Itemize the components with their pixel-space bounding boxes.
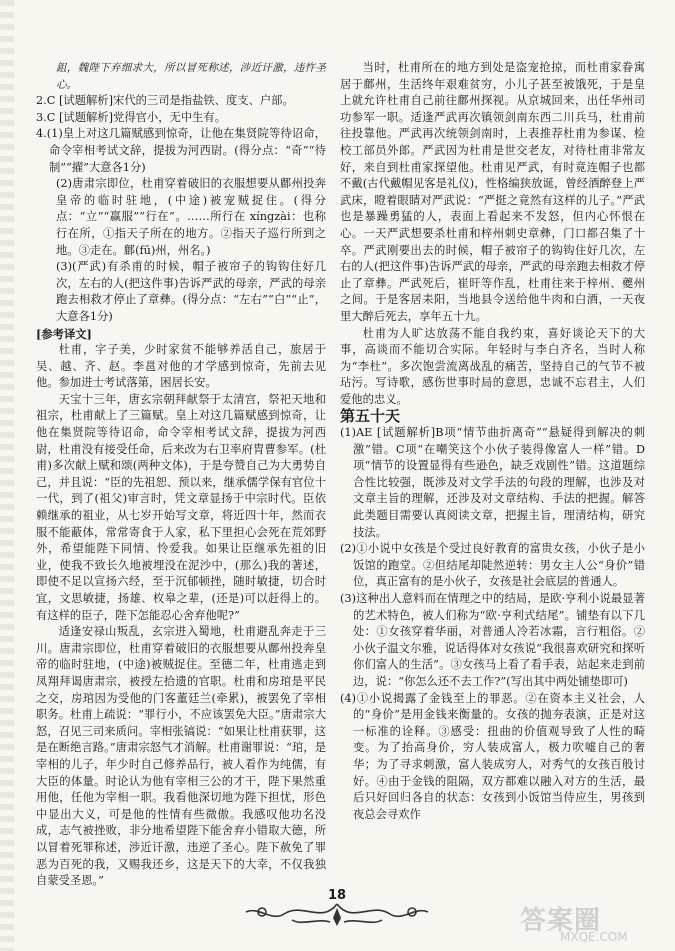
section-heading: 第五十天: [340, 407, 401, 426]
paragraph: 3.C [试题解析]党得官小，无中生有。: [36, 110, 226, 124]
paragraph: (2)①小说中女孩是个受过良好教育的富贵女孩，小伙子是小饭馆的跑堂。②但结尾却陡然逆转：男女主人公“身价”错位，真正富有的是小伙子，女孩是社会底层的普通人。: [340, 542, 645, 589]
watermark-logo: [520, 900, 670, 948]
paragraph: 天宝十三年，唐玄宗朝拜献祭于太清宫，祭祀天地和祖宗，杜甫献上了三篇赋。皇上对这几篇赋感到惊奇，让他在集贤院等待诏命，命令宰相考试文辞，提拔为河西尉，杜甫没有接受任命，后来改为右卫率府胄曹参军。(杜甫)多次献上赋和颂(两种文体)，于是夸赞自己为大勇势自己，并且说：“臣的先祖恕、预以来，继承儒学保有官位十一代，到了(祖父)审言时，凭文章显扬于中宗时代。臣依赖继承的祖业，从七岁开始写文章，将近四十年，然而衣服不能蔽体，常常寄食于人家，私下里担心会死在荒郊野外，希望能陛下同情、怜爱我。如果让臣继承先祖的旧业，使我不致长久地被埋没在泥沙中，(那么)我的著述，即使不足以宣扬六经，至于沉郁顿挫，随时敏捷，切合时宜，文思敏捷，扬雄、枚皋之辈，(还是)可以赶得上的。有这样的臣子，陛下怎能忍心舍弃他呢?”: [36, 392, 326, 622]
watermark-brand: 答案圈: [520, 906, 602, 936]
paragraph: 当时，杜甫所在的地方到处是盗宠抢掠，而杜甫家眷寓居于鄜州，生活终年艰难贫穷，小儿子甚至被饿死，于是皇上就允许杜甫自己前往鄜州探视。从京城回来，出任华州司功参军一职。适逢严武再次镇领剑南东西二川兵马，杜甫前往投靠他。严武再次统领剑南时，上表推荐杜甫为参谋、检校工部员外郎。严武因为杜甫是世交老友，对待杜甫非常友好，来自到杜甫家探望他。杜甫见严武，有时竟连帽子也都不戴(古代戴帽见客是礼仪)，性格编狭放诞，曾经酒醉登上严武床，瞪着眼睛对严武说：“严挺之竟然有这样的儿子。”严武也是暴躁勇猛的人，表面上看起来不发怒，但内心怀恨在心。一天严武想要杀杜甫和梓州刺史章彝，门口都召集了十卒。严武刚要出去的时候，帽子被帘子的钩钩住好几次，左右的人(把这件事)告诉严武的母亲，严武的母亲跑去相救才停止了章彝。严武死后，崔旰等作乱，杜甫往来于梓州、夔州之间。于是客居耒阳，当地县令送给他牛肉和白酒，一天夜里大醉后死去，享年五十九。: [340, 61, 645, 323]
paragraph: 2.C [试题解析]宋代的三司是指盐铁、度支、户部。: [36, 94, 294, 108]
left-column: [36, 60, 326, 890]
paragraph: (3)这种出人意料而在情理之中的结局，是欧·亨利小说最显著的艺术特色，被人们称为“欧·亨利式结尾”。铺垫有以下几处：①女孩穿着华丽，对普通人冷若冰霜，言行粗俗。②小伙子温文尔雅，说话得体对女孩说“我很喜欢研究和探听你们富人的生活”。③女孩马上看了看手表，站起来走到前边，说：“你怎么还不去工作?”(写出其中两处铺垫即可): [340, 592, 645, 688]
right-column: [340, 60, 645, 823]
paragraph: (3)(严武)有杀甫的时候，帽子被帘子的钩钩住好几次，左右的人(把这件事)告诉严武的母亲，严武的母亲跑去相救才停止了章彝。(得分点：“左右”“白”“止”，大意各1分): [56, 260, 326, 323]
paragraph: 杜甫为人旷达放荡不能自我约束，喜好谈论天下的大事，高谈而不能切合实际。年轻时与李白齐名，当时人称为“李杜”。多次饱尝流离战乱的痛苦，坚持自己的气节不被玷污。写诗歌，感伤世事时局的意思，忠诚不忘君主，人们爱他的忠义。: [340, 326, 645, 406]
paragraph: 适逢安禄山叛乱，玄宗进入蜀地，杜甫避乱奔走于三川。唐肃宗即位，杜甫穿着破旧的衣服想要从鄜州投奔皇帝的临时驻地，(中途)被贼捉住。至德二年，杜甫逃走到凤翔拜谒唐肃宗，被授左拾遗的官职。杜甫和房琯是平民之交，房琯因为受他的门客董廷兰(牵累)，被罢免了宰相职务。杜甫上疏说：“罪行小，不应该罢免大臣。”唐肃宗大怒，召见三司来质问。宰相张镐说：“如果让杜甫获罪，这是在断绝言路。”唐肃宗怒气才消解。杜甫谢罪说：“琯，是宰相的儿子，年少时自己修养品行，被人看作为纯儒，有大臣的体量。时论认为他有宰相三公的才干，陛下果然重用他，任他为宰相一职。我看他深切地为陛下担忧，形色中显出大义，可是他的性情有些微傲。我感叹他功名没成，志气被挫败，非分地希望陛下能舍弃小错取大德，所以冒着死罪称述，涉近讦激，违逆了圣心。陛下赦免了罪恶为百死的我，又赐我还乡，这是天下的大幸，不仅我独自蒙受圣恩。”: [36, 625, 326, 888]
paragraph: (1)AE [试题解析]B项“情节曲折离奇”“悬疑得到解决的刺激”错。C项“在嘲笑这个小伙子装得像富人一样”错。D项“情节的设置显得有些逊色，缺乏戏剧性”错。这道题综合性比较强，既涉及对文学手法的句段的理解，也涉及对文章主旨的理解，还涉及对文章结构、手法的把握。解答此类题目需要认真阅读文章，把握主旨，理清结构，研究技法。: [340, 426, 645, 539]
paragraph: 杜甫，字子美，少时家贫不能够养活自己，旅居于吴、越、齐、赵。李邕对他的才学感到惊奇，先前去见他。参加进士考试落第，困居长安。: [36, 343, 326, 390]
paragraph: 鉏，魏陛下弃细求大，所以冒死称述，涉近讦激，违忤圣心。: [56, 62, 326, 91]
paragraph: (2)唐肃宗即位，杜甫穿着破旧的衣服想要从鄜州投奔皇帝的临时驻地，(中途)被宠贼捉住。(得分点：“立”“赢服”“行在”。……所行在 xíngzài：也称行在所，①指天子所在的地方。②指天子巡行所到之地。③走在。鄜(fū)州，州名。): [56, 177, 326, 257]
page-number: 18: [327, 888, 347, 903]
paragraph: 4.(1)皇上对这几篇赋感到惊奇，让他在集贤院等待诏命，命令宰相考试文辞，提拔为河西尉。(得分点：“奇”“待制”“擢”大意各1分): [36, 127, 326, 174]
reference-heading: [参考译文]: [36, 326, 92, 341]
watermark-url: MXQE.COM: [560, 930, 628, 944]
paragraph: (4)①小说揭露了金钱至上的罪恶。②在资本主义社会，人的“身价”是用金钱来衡量的。女孩的抛夯表演，正是对这一标准的诠释。③感受：扭曲的价值观导致了人性的畸变。为了抬高身价，穷人装成富人，极力吹嘘自己的奢华；为了寻求刺激，富人装成穷人，对秀气的女孩百般讨好。④由于金钱的阻隔，双方都难以融入对方的生活，最后只好回归各自的状态：女孩到小饭馆当侍应生，男孩到夜总会寻欢作: [340, 691, 645, 821]
binding-edge: [0, 0, 14, 951]
footer-ornament-icon: [222, 898, 452, 928]
page-footer: [222, 888, 452, 928]
